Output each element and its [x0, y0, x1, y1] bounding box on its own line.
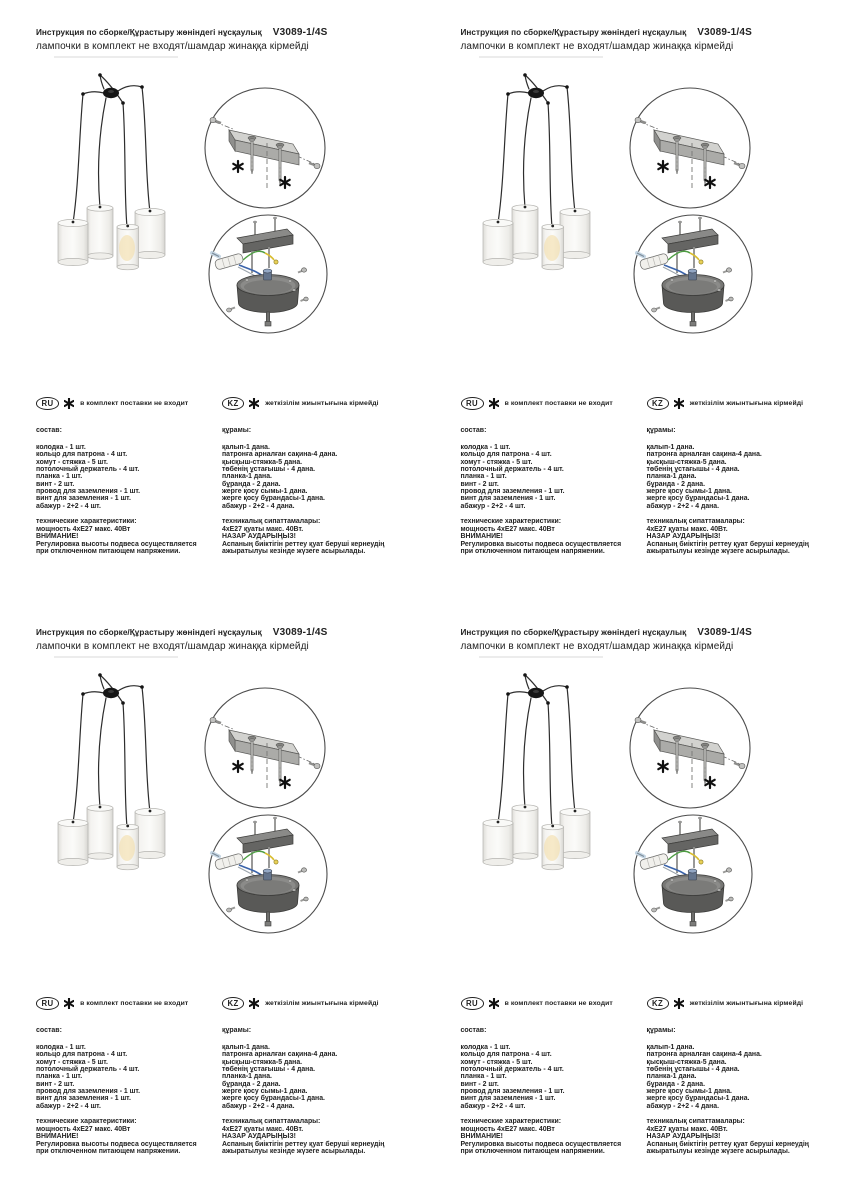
instruction-subtitle: лампочки в комплект не входят/шамдар жинаққа кірмейді [460, 640, 734, 652]
parts-list-item: қалып-1 дана. [222, 1044, 270, 1051]
kz-tech-title: техникалық сипаттамалары: [646, 1118, 745, 1126]
parts-list-item: абажур - 2+2 - 4 шт. [460, 1102, 526, 1110]
kz-asterisk-note: жеткізілім жиынтығына кірмейді [265, 1000, 379, 1007]
parts-list-item: хомут - стяжка - 5 шт. [460, 1058, 533, 1066]
asterisk-icon [64, 398, 74, 409]
ru-tech-power: мощность 4хЕ27 макс. 40Вт [36, 525, 131, 533]
kz-note-row [222, 397, 384, 410]
parts-list-item: винт - 2 шт. [36, 1080, 75, 1088]
kz-tech-title: техникалық сипаттамалары: [222, 1118, 321, 1126]
bracket-mounting-diagram-icon [628, 86, 752, 210]
ru-tech-block [461, 1118, 647, 1156]
instruction-title: Инструкция по сборке/Құрастыру жөніндегі нұсқаулық [36, 28, 262, 37]
parts-list-item: жерге қосу сымы-1 дана. [646, 488, 732, 496]
ru-tech-title: технические характеристики: [460, 518, 562, 526]
ru-warning-line: при отключенном питающем напряжении. [36, 548, 181, 556]
asterisk-icon [249, 398, 259, 409]
parts-list-item: кольцо для патрона - 4 шт. [460, 1051, 552, 1059]
parts-list-item: хомут - стяжка - 5 шт. [36, 1058, 108, 1066]
kz-tech-block [647, 1118, 809, 1156]
ru-asterisk-note: в комплект поставки не входит [504, 1000, 613, 1007]
parts-list-item: абажур - 2+2 - 4 шт. [460, 502, 526, 510]
kz-list-title: құрамы: [222, 427, 252, 434]
parts-list-item: планка-1 дана. [222, 1073, 272, 1081]
parts-columns [36, 397, 384, 556]
kz-tech-block [222, 1118, 384, 1156]
parts-list-item: бұранда - 2 дана. [222, 1080, 281, 1088]
ru-tech-title: технические характеристики: [36, 518, 137, 526]
parts-list-item: абажур - 2+2 - 4 дана. [646, 1102, 720, 1110]
kz-tech-power: 4хЕ27 қуаты макс. 40Вт. [222, 525, 304, 533]
ru-warning-line: Регулировка высоты подвеса осуществляется [460, 540, 622, 548]
parts-list-item: патронға арналған сақина-4 дана. [222, 451, 338, 459]
kz-badge: KZ [222, 397, 244, 410]
kz-list-title: құрамы: [646, 427, 676, 434]
ru-warning-line: при отключенном питающем напряжении. [460, 548, 605, 556]
parts-list-item: планка-1 дана. [646, 473, 697, 481]
asterisk-icon [64, 998, 74, 1009]
ru-tech-power: мощность 4хЕ27 макс. 40Вт [460, 525, 555, 533]
parts-columns [461, 997, 809, 1156]
kz-column [222, 397, 384, 556]
ru-warning-line: Регулировка высоты подвеса осуществляется [460, 1140, 622, 1148]
ru-column [36, 397, 222, 556]
pendant-lamp-drawing-icon [46, 652, 181, 877]
parts-list-item: винт - 2 шт. [460, 480, 499, 488]
parts-list-item: колодка - 1 шт. [460, 444, 511, 451]
pendant-lamp-drawing-icon [471, 652, 606, 877]
ru-asterisk-note: в комплект поставки не входит [504, 400, 613, 407]
parts-list-item: кольцо для патрона - 4 шт. [36, 451, 128, 459]
kz-asterisk-note: жеткізілім жиынтығына кірмейді [689, 1000, 804, 1007]
ru-tech-title: технические характеристики: [460, 1118, 562, 1126]
ru-note-row [461, 397, 647, 410]
parts-list-item: кольцо для патрона - 4 шт. [36, 1051, 128, 1059]
kz-warning-line: Аспаның биіктігін реттеу қуат беруші кернеудің [646, 540, 809, 548]
canopy-wiring-diagram-icon [632, 213, 754, 335]
ru-badge: RU [461, 997, 484, 1010]
parts-list-item: төбенің ұстағышы - 4 дана. [646, 1066, 740, 1074]
ru-warning-line: Регулировка высоты подвеса осуществляется [36, 1140, 197, 1148]
bracket-mounting-diagram-icon [203, 686, 327, 810]
parts-list-item: патронға арналған сақина-4 дана. [646, 1051, 762, 1059]
ru-column [36, 997, 222, 1156]
sheet-header [461, 627, 753, 652]
ru-list-title: состав: [460, 1027, 487, 1034]
canopy-wiring-diagram-icon [632, 813, 754, 935]
kz-warning-line: ажыратылуы кезінде жүзеге асырылады. [646, 1148, 790, 1156]
parts-list-item: винт для заземления - 1 шт. [460, 495, 556, 503]
parts-list-item: колодка - 1 шт. [36, 444, 86, 451]
kz-column [222, 997, 384, 1156]
ru-note-row [461, 997, 647, 1010]
parts-list-item: патронға арналған сақина-4 дана. [222, 1051, 338, 1059]
ru-warning-title: ВНИМАНИЕ! [460, 1133, 503, 1141]
ru-asterisk-note: в комплект поставки не входит [80, 1000, 189, 1007]
ru-badge: RU [36, 397, 59, 410]
kz-note-row [647, 997, 809, 1010]
parts-list-item: потолочный держатель - 4 шт. [36, 1066, 140, 1074]
parts-list-item: патронға арналған сақина-4 дана. [646, 451, 762, 459]
parts-list-item: винт для заземления - 1 шт. [36, 1095, 131, 1103]
parts-list-item: колодка - 1 шт. [36, 1044, 86, 1051]
parts-list-item: винт для заземления - 1 шт. [460, 1095, 556, 1103]
parts-list-item: жерге қосу бұрандасы-1 дана. [646, 495, 750, 503]
ru-column [461, 997, 647, 1156]
kz-tech-power: 4хЕ27 қуаты макс. 40Вт. [646, 1125, 728, 1133]
asterisk-icon [674, 398, 684, 409]
ru-tech-block [36, 518, 222, 556]
kz-warning-line: ажыратылуы кезінде жүзеге асырылады. [222, 548, 366, 556]
kz-parts-list [222, 444, 384, 510]
kz-parts-list [647, 1044, 809, 1110]
ru-warning-line: при отключенном питающем напряжении. [36, 1148, 181, 1156]
bracket-mounting-diagram-icon [203, 86, 327, 210]
parts-list-item: қалып-1 дана. [646, 444, 695, 451]
instruction-title: Инструкция по сборке/Құрастыру жөніндегі нұсқаулық [460, 28, 687, 37]
kz-asterisk-note: жеткізілім жиынтығына кірмейді [265, 400, 379, 407]
kz-asterisk-note: жеткізілім жиынтығына кірмейді [689, 400, 804, 407]
parts-list-item: жерге қосу сымы-1 дана. [222, 488, 308, 496]
ru-warning-title: ВНИМАНИЕ! [36, 533, 79, 541]
ru-parts-list [461, 444, 647, 510]
kz-warning-title: НАЗАР АУДАРЫҢЫЗ! [222, 1133, 296, 1141]
instruction-subtitle: лампочки в комплект не входят/шамдар жинаққа кірмейді [36, 640, 309, 652]
ru-warning-line: Регулировка высоты подвеса осуществляется [36, 540, 197, 548]
parts-list-item: төбенің ұстағышы - 4 дана. [646, 466, 740, 474]
parts-list-item: абажур - 2+2 - 4 шт. [36, 1102, 101, 1110]
model-number: V3089-1/4S [272, 27, 328, 38]
parts-list-item: планка - 1 шт. [36, 473, 83, 481]
kz-tech-block [647, 518, 809, 556]
instruction-sheet [0, 600, 425, 1200]
parts-list-item: қалып-1 дана. [222, 444, 270, 451]
bracket-mounting-diagram-icon [628, 686, 752, 810]
ru-column [461, 397, 647, 556]
kz-tech-power: 4хЕ27 қуаты макс. 40Вт. [646, 525, 728, 533]
kz-list-title: құрамы: [222, 1027, 252, 1034]
parts-list-item: потолочный держатель - 4 шт. [460, 1066, 564, 1074]
ru-asterisk-note: в комплект поставки не входит [80, 400, 189, 407]
kz-warning-title: НАЗАР АУДАРЫҢЫЗ! [646, 1133, 721, 1141]
parts-list-item: жерге қосу бұрандасы-1 дана. [222, 1095, 325, 1103]
pendant-lamp-drawing-icon [46, 52, 181, 277]
kz-note-row [647, 397, 809, 410]
parts-columns [36, 997, 384, 1156]
asterisk-icon [489, 398, 499, 409]
parts-list-item: потолочный держатель - 4 шт. [460, 466, 564, 474]
ru-note-row [36, 397, 222, 410]
sheet-header [36, 627, 328, 652]
ru-note-row [36, 997, 222, 1010]
kz-list-title: құрамы: [646, 1027, 676, 1034]
kz-warning-title: НАЗАР АУДАРЫҢЫЗ! [222, 533, 296, 541]
sheet-header [461, 27, 753, 52]
parts-list-item: жерге қосу бұрандасы-1 дана. [646, 1095, 750, 1103]
ru-badge: RU [36, 997, 59, 1010]
parts-list-item: винт - 2 шт. [460, 1080, 499, 1088]
parts-list-item: винт - 2 шт. [36, 480, 75, 488]
kz-parts-list [647, 444, 809, 510]
instruction-subtitle: лампочки в комплект не входят/шамдар жинаққа кірмейді [460, 40, 734, 52]
ru-warning-line: при отключенном питающем напряжении. [460, 1148, 605, 1156]
parts-list-item: хомут - стяжка - 5 шт. [460, 458, 533, 466]
parts-list-item: абажур - 2+2 - 4 дана. [222, 502, 295, 510]
kz-tech-block [222, 518, 384, 556]
kz-tech-power: 4хЕ27 қуаты макс. 40Вт. [222, 1125, 304, 1133]
parts-list-item: планка - 1 шт. [460, 1073, 507, 1081]
ru-badge: RU [461, 397, 484, 410]
ru-tech-block [461, 518, 647, 556]
ru-tech-block [36, 1118, 222, 1156]
parts-list-item: қысқыш-стяжка-5 дана. [646, 458, 727, 466]
parts-list-item: қысқыш-стяжка-5 дана. [222, 458, 303, 466]
parts-list-item: провод для заземления - 1 шт. [460, 1088, 565, 1096]
parts-list-item: планка - 1 шт. [460, 473, 507, 481]
ru-list-title: состав: [460, 427, 487, 434]
asterisk-icon [674, 998, 684, 1009]
kz-column [647, 397, 809, 556]
kz-warning-line: ажыратылуы кезінде жүзеге асырылады. [646, 548, 790, 556]
ru-warning-title: ВНИМАНИЕ! [460, 533, 503, 541]
instruction-sheet [0, 0, 425, 600]
instruction-title: Инструкция по сборке/Құрастыру жөніндегі нұсқаулық [460, 628, 687, 637]
parts-list-item: бұранда - 2 дана. [646, 1080, 705, 1088]
parts-list-item: қысқыш-стяжка-5 дана. [646, 1058, 727, 1066]
ru-list-title: состав: [36, 427, 62, 434]
ru-tech-title: технические характеристики: [36, 1118, 137, 1126]
kz-tech-title: техникалық сипаттамалары: [646, 518, 745, 526]
parts-list-item: колодка - 1 шт. [460, 1044, 511, 1051]
parts-list-item: бұранда - 2 дана. [222, 480, 281, 488]
ru-warning-title: ВНИМАНИЕ! [36, 1133, 79, 1141]
parts-list-item: планка-1 дана. [222, 473, 272, 481]
asterisk-icon [249, 998, 259, 1009]
parts-list-item: абажур - 2+2 - 4 дана. [646, 502, 720, 510]
kz-badge: KZ [647, 397, 669, 410]
parts-list-item: төбенің ұстағышы - 4 дана. [222, 1066, 316, 1074]
model-number: V3089-1/4S [697, 627, 753, 638]
parts-list-item: провод для заземления - 1 шт. [36, 1088, 141, 1096]
parts-columns [461, 397, 809, 556]
ru-list-title: состав: [36, 1027, 62, 1034]
parts-list-item: жерге қосу сымы-1 дана. [222, 1088, 308, 1096]
kz-warning-line: Аспаның биіктігін реттеу қуат беруші кернеудің [222, 1140, 385, 1148]
kz-warning-line: Аспаның биіктігін реттеу қуат беруші кернеудің [646, 1140, 809, 1148]
model-number: V3089-1/4S [272, 627, 328, 638]
parts-list-item: жерге қосу бұрандасы-1 дана. [222, 495, 325, 503]
parts-list-item: кольцо для патрона - 4 шт. [460, 451, 552, 459]
kz-parts-list [222, 1044, 384, 1110]
ru-parts-list [36, 444, 222, 510]
parts-list-item: планка-1 дана. [646, 1073, 697, 1081]
kz-badge: KZ [222, 997, 244, 1010]
parts-list-item: провод для заземления - 1 шт. [460, 488, 565, 496]
parts-list-item: абажур - 2+2 - 4 дана. [222, 1102, 295, 1110]
parts-list-item: бұранда - 2 дана. [646, 480, 705, 488]
kz-badge: KZ [647, 997, 669, 1010]
instruction-sheet [425, 600, 849, 1200]
ru-parts-list [36, 1044, 222, 1110]
pendant-lamp-drawing-icon [471, 52, 606, 277]
kz-warning-title: НАЗАР АУДАРЫҢЫЗ! [646, 533, 721, 541]
parts-list-item: жерге қосу сымы-1 дана. [646, 1088, 732, 1096]
kz-warning-line: ажыратылуы кезінде жүзеге асырылады. [222, 1148, 366, 1156]
parts-list-item: қалып-1 дана. [646, 1044, 695, 1051]
parts-list-item: төбенің ұстағышы - 4 дана. [222, 466, 316, 474]
ru-parts-list [461, 1044, 647, 1110]
kz-tech-title: техникалық сипаттамалары: [222, 518, 321, 526]
instruction-title: Инструкция по сборке/Құрастыру жөніндегі нұсқаулық [36, 628, 262, 637]
kz-column [647, 997, 809, 1156]
parts-list-item: планка - 1 шт. [36, 1073, 83, 1081]
parts-list-item: қысқыш-стяжка-5 дана. [222, 1058, 303, 1066]
parts-list-item: потолочный держатель - 4 шт. [36, 466, 140, 474]
parts-list-item: абажур - 2+2 - 4 шт. [36, 502, 101, 510]
instruction-sheet [425, 0, 849, 600]
canopy-wiring-diagram-icon [207, 213, 329, 335]
model-number: V3089-1/4S [697, 27, 753, 38]
ru-tech-power: мощность 4хЕ27 макс. 40Вт [460, 1125, 555, 1133]
canopy-wiring-diagram-icon [207, 813, 329, 935]
parts-list-item: хомут - стяжка - 5 шт. [36, 458, 108, 466]
sheet-header [36, 27, 328, 52]
ru-tech-power: мощность 4хЕ27 макс. 40Вт [36, 1125, 131, 1133]
parts-list-item: провод для заземления - 1 шт. [36, 488, 141, 496]
kz-note-row [222, 997, 384, 1010]
kz-warning-line: Аспаның биіктігін реттеу қуат беруші кернеудің [222, 540, 385, 548]
parts-list-item: винт для заземления - 1 шт. [36, 495, 131, 503]
instruction-subtitle: лампочки в комплект не входят/шамдар жинаққа кірмейді [36, 40, 309, 52]
asterisk-icon [489, 998, 499, 1009]
